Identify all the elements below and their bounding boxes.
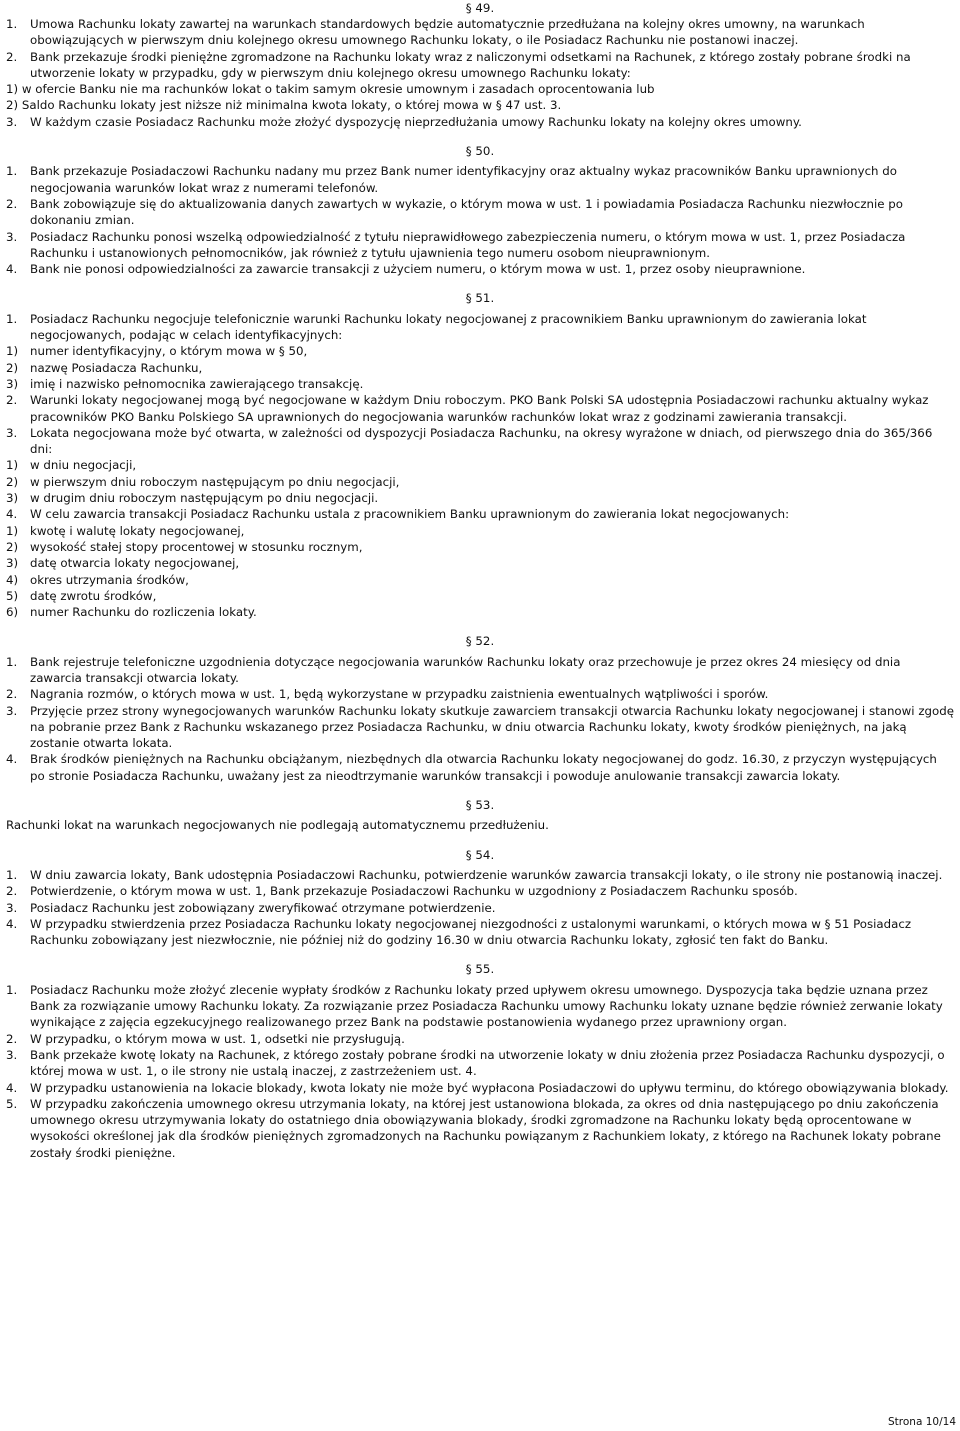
item-text: imię i nazwisko pełnomocnika zawierającego transakcję. [30, 376, 364, 391]
list-item [6, 900, 954, 916]
item-number: 3. [6, 114, 18, 129]
item-number: 6) [6, 605, 19, 620]
item-text: kwotę i walutę lokaty negocjowanej, [30, 523, 245, 538]
list-subitem [6, 555, 954, 571]
item-text: Bank zobowiązuje się do aktualizowania danych zawartych w wykazie, o którym mowa w ust. 1 i powiadamia Posiadacza Rachunku niezwłocznie po dokonaniu zmian. [30, 196, 904, 228]
list-subitem [6, 604, 954, 620]
item-number: 2) [6, 474, 19, 489]
list-item [6, 1031, 954, 1047]
list-subitem [6, 490, 954, 506]
item-text: W każdym czasie Posiadacz Rachunku może złożyć dyspozycję nieprzedłużania umowy Rachunku lokaty na kolejny okres umowny. [30, 114, 802, 129]
item-text: Bank przekaże kwotę lokaty na Rachunek, z którego zostały pobrane środki na utworzenie lokaty w dniu złożenia przez Posiadacza Rachunku dyspozycji, o której mowa w ust. 1, o ile strony nie ustalą inaczej, z zastrzeżeniem ust. 4. [30, 1047, 945, 1079]
item-number: 2) [6, 539, 19, 554]
item-text: wysokość stałej stopy procentowej w stosunku rocznym, [30, 539, 363, 554]
item-number: 1. [6, 164, 18, 179]
list-item [6, 425, 954, 458]
item-number: 4. [6, 916, 18, 931]
paragraph: 2) Saldo Rachunku lokaty jest niższe niż minimalna kwota lokaty, o której mowa w § 47 ust. 3. [6, 98, 562, 113]
item-text: numer Rachunku do rozliczenia lokaty. [30, 605, 257, 620]
item-text: datę zwrotu środków, [30, 588, 157, 603]
list-item [6, 196, 954, 229]
item-text: W dniu zawarcia lokaty, Bank udostępnia Posiadaczowi Rachunku, potwierdzenie warunków zawarcia transakcji lokaty, o ile strony nie postanowią inaczej. [30, 867, 943, 882]
item-number: 4. [6, 507, 18, 522]
list-subitem [6, 572, 954, 588]
section-heading: § 49. [465, 1, 495, 15]
list-item [6, 883, 954, 899]
list-item [6, 49, 954, 82]
item-text: nazwę Posiadacza Rachunku, [30, 360, 203, 375]
list-item [6, 1080, 954, 1096]
item-text: Bank nie ponosi odpowiedzialności za zawarcie transakcji z użyciem numeru, o którym mowa w ust. 1, przez osoby nieuprawnione. [30, 262, 806, 277]
item-number: 4. [6, 752, 18, 767]
item-number: 1. [6, 867, 18, 882]
item-number: 2. [6, 393, 18, 408]
item-text: Umowa Rachunku lokaty zawartej na warunkach standardowych będzie automatycznie przedłużana na kolejny okres umowny, na warunkach obowiązujących w pierwszym dniu kolejnego okresu umownego Rachunku lokaty, o ile Posiadacz Rachunku nie postanowi inaczej. [30, 17, 865, 48]
list-item [6, 163, 954, 196]
item-number: 2. [6, 49, 18, 64]
list-subitem [6, 539, 954, 555]
item-number: 2. [6, 196, 18, 211]
list-item [6, 654, 954, 687]
item-number: 3. [6, 229, 18, 244]
item-number: 1. [6, 311, 18, 326]
item-text: Potwierdzenie, o którym mowa w ust. 1, Bank przekazuje Posiadaczowi Rachunku w uzgodniony z Posiadaczem Rachunku sposób. [30, 884, 798, 899]
paragraph: 1) w ofercie Banku nie ma rachunków lokat o takim samym okresie umownym i zasadach oprocentowania lub [6, 82, 655, 97]
item-number: 4. [6, 1080, 18, 1095]
section-heading: § 55. [465, 962, 495, 977]
item-number: 3. [6, 425, 18, 440]
item-number: 3) [6, 491, 19, 506]
list-item [6, 229, 954, 262]
list-item [6, 1047, 954, 1080]
item-number: 3. [6, 900, 18, 915]
item-number: 2. [6, 884, 18, 899]
item-number: 1. [6, 982, 18, 997]
paragraph: Rachunki lokat na warunkach negocjowanych nie podlegają automatycznemu przedłużeniu. [6, 818, 549, 833]
list-subitem [6, 360, 954, 376]
item-text: datę otwarcia lokaty negocjowanej, [30, 556, 240, 571]
list-subitem [6, 343, 954, 359]
item-number: 4) [6, 572, 19, 587]
item-number: 2) [6, 360, 19, 375]
list-item [6, 867, 954, 883]
item-text: W przypadku zakończenia umownego okresu utrzymania lokaty, na której jest ustanowiona blokada, za okres od dnia następującego po dniu zakończenia umownego okresu utrzymywania lokaty do ostatniego dnia obowiązywania blokady, środki zgromadzone na Rachunku lokaty będą oprocentowane w wysokości określonej jak dla środków pieniężnych zgromadzonych na Rachunku powiązanym z Rachunkiem lokaty, z którego na Rachunek lokaty pobrane zostały środki pieniężne. [30, 1096, 941, 1160]
item-text: W przypadku stwierdzenia przez Posiadacza Rachunku lokaty negocjowanej niezgodności z ustalonymi warunkami, o których mowa w § 51 Posiadacz Rachunku zobowiązany jest niezwłocznie, nie później niż do godziny 16.30 w dniu otwarcia Rachunku lokaty, zgłosić ten fakt do Banku. [30, 916, 912, 948]
item-text: Bank rejestruje telefoniczne uzgodnienia dotyczące negocjowania warunków Rachunku lokaty oraz przechowuje je przez okres 24 miesięcy od dnia zawarcia transakcji otwarcia lokaty. [30, 654, 901, 685]
item-text: w drugim dniu roboczym następującym po dniu negocjacji. [30, 491, 379, 506]
section-heading: § 52. [465, 634, 495, 649]
list-item [6, 16, 954, 49]
item-number: 1. [6, 654, 18, 669]
item-text: Przyjęcie przez strony wynegocjowanych warunków Rachunku lokaty skutkuje zawarciem transakcji otwarcia Rachunku lokaty negocjowanej i stanowi zgodę na pobranie przez Bank z Rachunku wskazanego przez Posiadacza Rachunku, w dniu otwarcia Rachunku lokaty, kwoty środków pieniężnych, na jaką zostanie otwarta lokata. [30, 703, 954, 751]
page-number: Strona 10/14 [888, 1416, 956, 1428]
item-text: Bank przekazuje Posiadaczowi Rachunku nadany mu przez Bank numer identyfikacyjny oraz aktualny wykaz pracowników Banku uprawnionych do negocjowania warunków lokat wraz z numerami telefonów. [30, 164, 897, 195]
list-item [6, 261, 954, 277]
item-number: 3) [6, 376, 19, 391]
item-text: Lokata negocjowana może być otwarta, w zależności od dyspozycji Posiadacza Rachunku, na okresy wyrażone w dniach, od pierwszego dnia do 365/366 dni: [30, 425, 933, 457]
item-text: okres utrzymania środków, [30, 572, 189, 587]
list-item [6, 392, 954, 425]
item-text: W przypadku, o którym mowa w ust. 1, odsetki nie przysługują. [30, 1031, 405, 1046]
item-number: 1) [6, 458, 19, 473]
item-number: 3. [6, 703, 18, 718]
item-number: 1) [6, 523, 19, 538]
item-text: Nagrania rozmów, o których mowa w ust. 1, będą wykorzystane w przypadku zaistnienia ewentualnych wątpliwości i sporów. [30, 687, 769, 702]
list-subitem [6, 457, 954, 473]
list-item [6, 916, 954, 949]
list-item [6, 1096, 954, 1161]
item-text: Posiadacz Rachunku negocjuje telefonicznie warunki Rachunku lokaty negocjowanej z pracownikiem Banku uprawnionym do zawierania lokat negocjowanych, podając w celach identyfikacyjnych: [30, 311, 867, 343]
item-number: 4. [6, 262, 18, 277]
item-text: Warunki lokaty negocjowanej mogą być negocjowane w każdym Dniu roboczym. PKO Bank Polski SA udostępnia Posiadaczowi rachunku aktualny wykaz pracowników PKO Banku Polskiego SA uprawnionych do negocjowania warunków rachunków lokat wraz z godzinami zawierania transakcji. [30, 393, 929, 424]
section-heading: § 53. [465, 798, 495, 813]
list-subitem [6, 376, 954, 392]
item-text: W celu zawarcia transakcji Posiadacz Rachunku ustala z pracownikiem Banku uprawnionym do zawierania lokat negocjowanych: [30, 507, 790, 522]
item-text: w pierwszym dniu roboczym następującym po dniu negocjacji, [30, 474, 400, 489]
item-number: 3) [6, 556, 19, 571]
section-heading: § 54. [465, 847, 495, 862]
item-text: Posiadacz Rachunku może złożyć zlecenie wypłaty środków z Rachunku lokaty przed upływem okresu umownego. Dyspozycja taka będzie uznana przez Bank za rozwiązanie umowy Rachunku lokaty. Za rozwiązanie przez Posiadacza Rachunku umowy Rachunku lokaty uznane będzie również zerwanie lokaty wynikające z zajęcia egzekucyjnego realizowanego przez Bank na podstawie postanowienia wydanego przez uprawniony organ. [30, 982, 943, 1030]
item-text: Bank przekazuje środki pieniężne zgromadzone na Rachunku lokaty wraz z naliczonymi odsetkami na Rachunek, z którego zostały pobrane środki na utworzenie lokaty w przypadku, gdy w pierwszym dniu kolejnego okresu umownego Rachunku lokaty: [30, 49, 911, 80]
list-subitem [6, 523, 954, 539]
item-text: Posiadacz Rachunku ponosi wszelką odpowiedzialność z tytułu nieprawidłowego zabezpieczenia numeru, o którym mowa w ust. 1, przez Posiadacza Rachunku i ustanowionych pełnomocników, jak również z tytułu ujawnienia tego numeru osobom nieuprawnionym. [30, 229, 906, 260]
item-number: 5. [6, 1096, 18, 1111]
list-item [6, 751, 954, 784]
list-subitem [6, 474, 954, 490]
item-text: W przypadku ustanowienia na lokacie blokady, kwota lokaty nie może być wypłacona Posiadaczowi do upływu terminu, do którego obowiązywania blokady. [30, 1080, 949, 1095]
list-subitem [6, 588, 954, 604]
item-number: 2. [6, 1031, 18, 1046]
item-text: Posiadacz Rachunku jest zobowiązany zweryfikować otrzymane potwierdzenie. [30, 900, 496, 915]
document-body [6, 0, 954, 1161]
item-text: w dniu negocjacji, [30, 458, 137, 473]
list-item [6, 686, 954, 702]
list-item [6, 703, 954, 752]
item-text: numer identyfikacyjny, o którym mowa w § 50, [30, 344, 308, 359]
list-item [6, 114, 954, 130]
item-text: Brak środków pieniężnych na Rachunku obciążanym, niezbędnych dla otwarcia Rachunku lokaty negocjowanej do godz. 16.30, z przyczyn występujących po stronie Posiadacza Rachunku, uważany jest za nieodtrzymanie warunków transakcji i powoduje anulowanie transakcji zawarcia lokaty. [30, 752, 937, 783]
item-number: 1) [6, 344, 19, 359]
list-item [6, 311, 954, 344]
item-number: 1. [6, 17, 18, 31]
section-heading: § 50. [465, 144, 495, 159]
section-heading: § 51. [465, 291, 495, 306]
list-item [6, 506, 954, 522]
item-number: 2. [6, 687, 18, 702]
item-number: 5) [6, 588, 19, 603]
item-number: 3. [6, 1047, 18, 1062]
list-item [6, 982, 954, 1031]
